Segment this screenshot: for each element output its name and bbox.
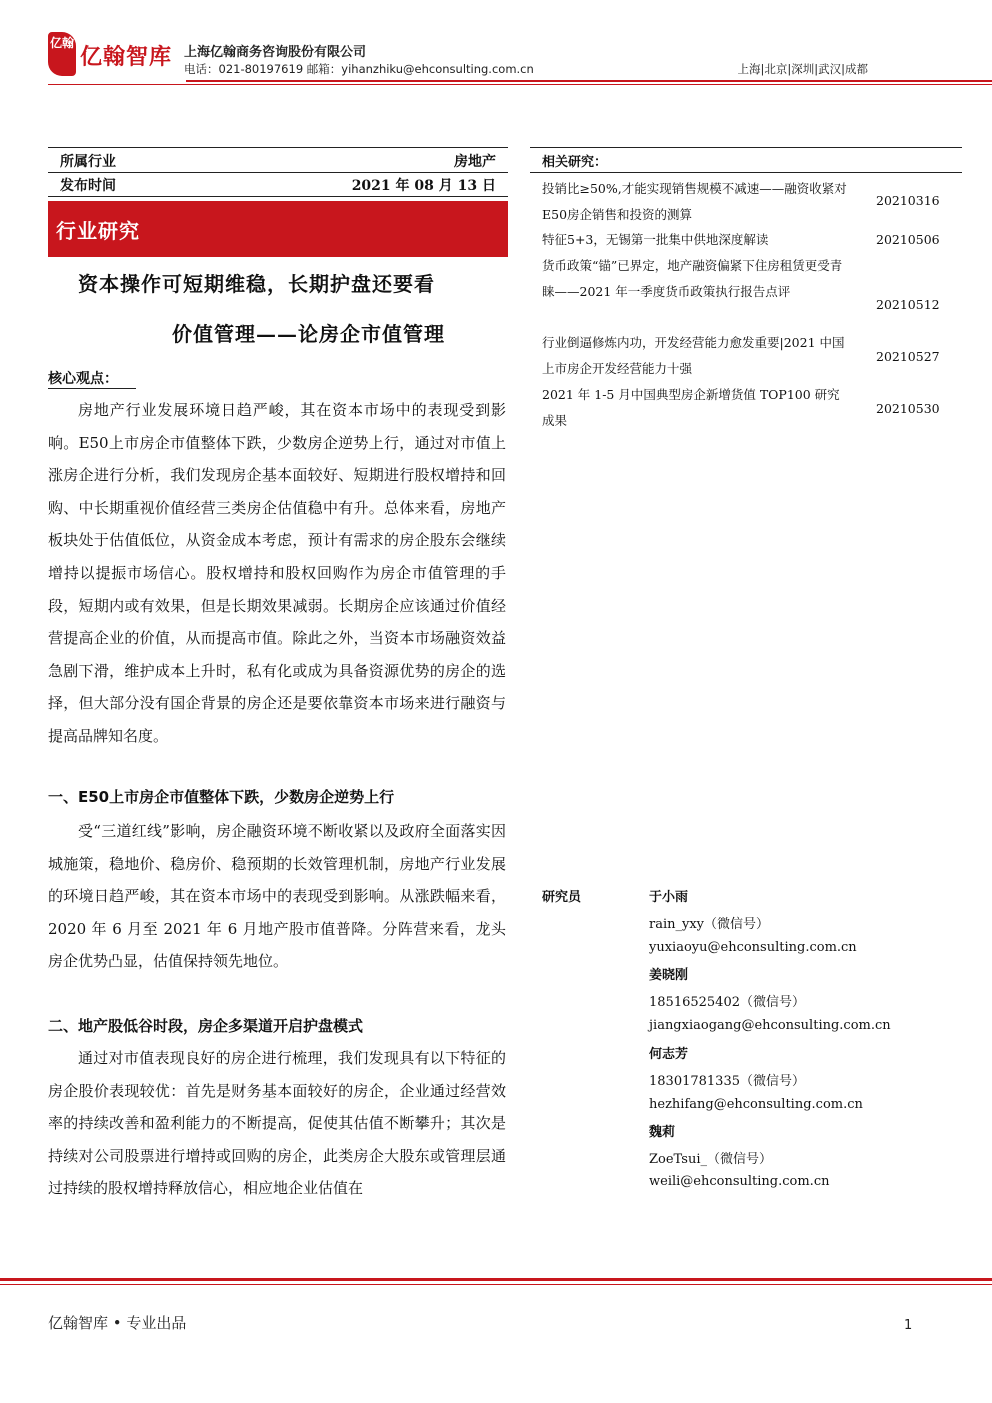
researcher-name: 魏莉 [649, 1125, 676, 1140]
section-heading-1: 一、E50上市房企市值整体下跌，少数房企逆势上行 [48, 788, 395, 806]
researcher-name: 于小雨 [649, 890, 689, 905]
report-title-line2: 价值管理——论房企市值管理 [172, 322, 445, 346]
related-item-date: 20210527 [876, 349, 940, 364]
researcher-label: 研究员 [542, 890, 582, 905]
related-item-date: 20210506 [876, 232, 940, 247]
section-banner [48, 201, 508, 257]
industry-value: 房地产 [454, 154, 496, 170]
header-rule-thin [48, 84, 992, 85]
contact-info: 电话：021-80197619 邮箱：yihanzhiku@ehconsulting.com.cn [184, 62, 534, 76]
researcher-email[interactable]: hezhifang@ehconsulting.com.cn [649, 1097, 863, 1112]
meta-industry-row [48, 147, 508, 173]
meta-date-row [48, 172, 508, 197]
paragraph-section-2: 通过对市值表现良好的房企进行梳理，我们发现具有以下特征的房企股价表现较优：首先是财务基本面较好的房企，企业通过经营效率的持续改善和盈利能力的不断提高，促使其估值不断攀升；其次是持续对公司股票进行增持或回购的房企，此类房企大股东或管理层通过持续的股权增持释放信心，相应地企业估值在 [48, 1049, 506, 1198]
date-value: 2021 年 08 月 13 日 [351, 178, 496, 194]
researcher-email[interactable]: yuxiaoyu@ehconsulting.com.cn [649, 940, 857, 955]
section-heading-2: 二、地产股低谷时段，房企多渠道开启护盘模式 [48, 1017, 364, 1035]
paragraph-core: 房地产行业发展环境日趋严峻，其在资本市场中的表现受到影响。E50上市房企市值整体下跌，少数房企逆势上行，通过对市值上涨房企进行分析，我们发现房企基本面较好、短期进行股权增持和回购、中长期重视价值经营三类房企估值稳中有升。总体来看，房地产板块处于估值低位，从资金成本考虑，预计有需求的房企股东会继续增持以提振市场信心。股权增持和股权回购作为房企市值管理的手段，短期内或有效果，但是长期效果减弱。长期房企应该通过价值经营提高企业的价值，从而提高市值。除此之外，当资本市场融资效益急剧下滑，维护成本上升时，私有化或成为具备资源优势的房企的选择，但大部分没有国企背景的房企还是要依靠资本市场来进行融资与提高品牌知名度。 [48, 401, 506, 745]
office-cities: 上海|北京|深圳|武汉|成都 [737, 62, 868, 76]
industry-label: 所属行业 [60, 154, 116, 170]
footer-rule [0, 1278, 992, 1281]
footer-rule-thin [0, 1284, 992, 1285]
related-item-title[interactable]: 行业倒逼修炼内功，开发经营能力愈发重要|2021 中国上市房企开发经营能力十强 [542, 335, 845, 376]
logo-text: 亿翰智库 [80, 45, 173, 70]
researcher-wechat: 18516525402（微信号） [649, 995, 805, 1010]
related-heading: 相关研究： [542, 155, 608, 170]
related-item-date: 20210512 [876, 297, 940, 312]
logo-mark: 亿翰 [48, 32, 76, 76]
researcher-wechat: 18301781335（微信号） [649, 1074, 805, 1089]
researcher-email[interactable]: jiangxiaogang@ehconsulting.com.cn [649, 1018, 891, 1033]
related-item-date: 20210316 [876, 193, 940, 208]
researcher-email[interactable]: weili@ehconsulting.com.cn [649, 1174, 830, 1189]
related-item-title[interactable]: 货币政策“锚”已界定，地产融资偏紧下住房租赁更受青睐——2021 年一季度货币政策执行报告点评 [542, 258, 843, 299]
header-rule [186, 80, 992, 82]
banner-label: 行业研究 [56, 219, 140, 243]
date-label: 发布时间 [60, 178, 116, 194]
footer-text: 亿翰智库 • 专业出品 [48, 1314, 187, 1332]
paragraph-section-1: 受“三道红线”影响，房企融资环境不断收紧以及政府全面落实因城施策，稳地价、稳房价、稳预期的长效管理机制，房地产行业发展的环境日趋严峻，其在资本市场中的表现受到影响。从涨跌幅来看，2020 年 6 月至 2021 年 6 月地产股市值普降。分阵营来看，龙头房企优势凸显，估值保持领先地位。 [48, 822, 506, 971]
related-item-title[interactable]: 特征5+3，无锡第一批集中供地深度解读 [542, 232, 769, 247]
core-heading: 核心观点： [48, 368, 136, 389]
related-item-title[interactable]: 投销比≥50%,才能实现销售规模不减速——融资收紧对E50房企销售和投资的测算 [542, 181, 847, 222]
related-item-title[interactable]: 2021 年 1-5 月中国典型房企新增货值 TOP100 研究成果 [542, 387, 840, 428]
report-title-line1: 资本操作可短期维稳，长期护盘还要看 [78, 272, 435, 296]
researcher-wechat: ZoeTsui_（微信号） [649, 1152, 772, 1167]
researcher-name: 姜晓刚 [649, 968, 689, 983]
company-name: 上海亿翰商务咨询股份有限公司 [184, 45, 367, 60]
researcher-wechat: rain_yxy（微信号） [649, 917, 770, 932]
page-number: 1 [904, 1318, 913, 1333]
related-heading-row [530, 147, 962, 173]
researcher-name: 何志芳 [649, 1047, 689, 1062]
related-item-date: 20210530 [876, 401, 940, 416]
